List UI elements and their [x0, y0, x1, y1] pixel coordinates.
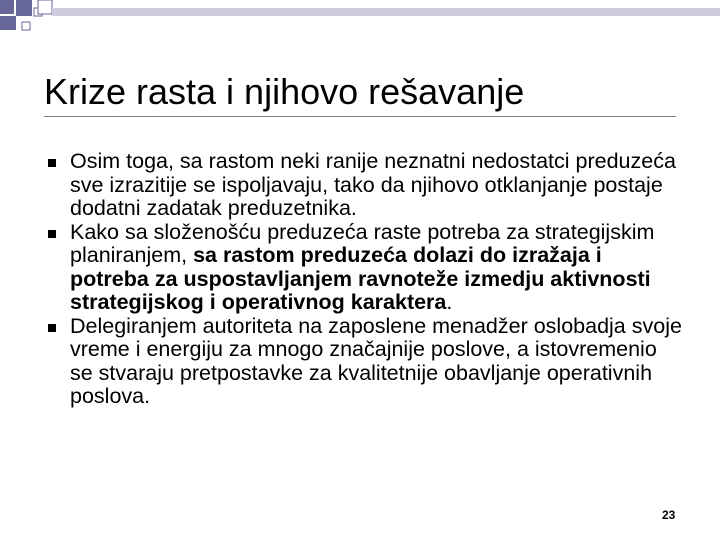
slide-title: Krize rasta i njihovo rešavanje	[44, 71, 525, 112]
header-decoration	[0, 0, 720, 40]
bullet-item-2	[44, 221, 684, 315]
square-bullet-icon	[48, 230, 56, 238]
bullet-text: Osim toga, sa rastom neki ranije neznatni nedostatci preduzeća sve izrazitije se ispoljavaju, tako da njihovo otklanjanje postaje dodatni zadatak preduzetnika.	[70, 149, 676, 220]
title-underline	[44, 116, 676, 117]
square-bullet-icon	[48, 159, 56, 167]
page-number: 23	[662, 508, 676, 522]
bullet-text: Delegiranjem autoriteta na zaposlene menadžer oslobadja svoje vreme i energiju za mnogo značajnije poslove, a istovremenio se stvaraju pretpostavke za kvalitetnije obavljanje operativnih poslova.	[70, 313, 682, 408]
bullet-item-1	[44, 150, 684, 221]
bullet-text: Kako sa složenošću preduzeća raste potreba za strategijskim planiranjem,	[70, 219, 655, 267]
bullet-text-bold: sa rastom preduzeća dolazi do izražaja i potreba za uspostavljanjem ravnoteže izmedju aktivnosti strategijskog i operativnog karaktera	[70, 243, 651, 314]
bullet-item-3	[44, 315, 684, 409]
bullet-text-end: .	[446, 290, 453, 314]
square-bullet-icon	[48, 324, 56, 332]
bullet-list	[44, 150, 684, 409]
